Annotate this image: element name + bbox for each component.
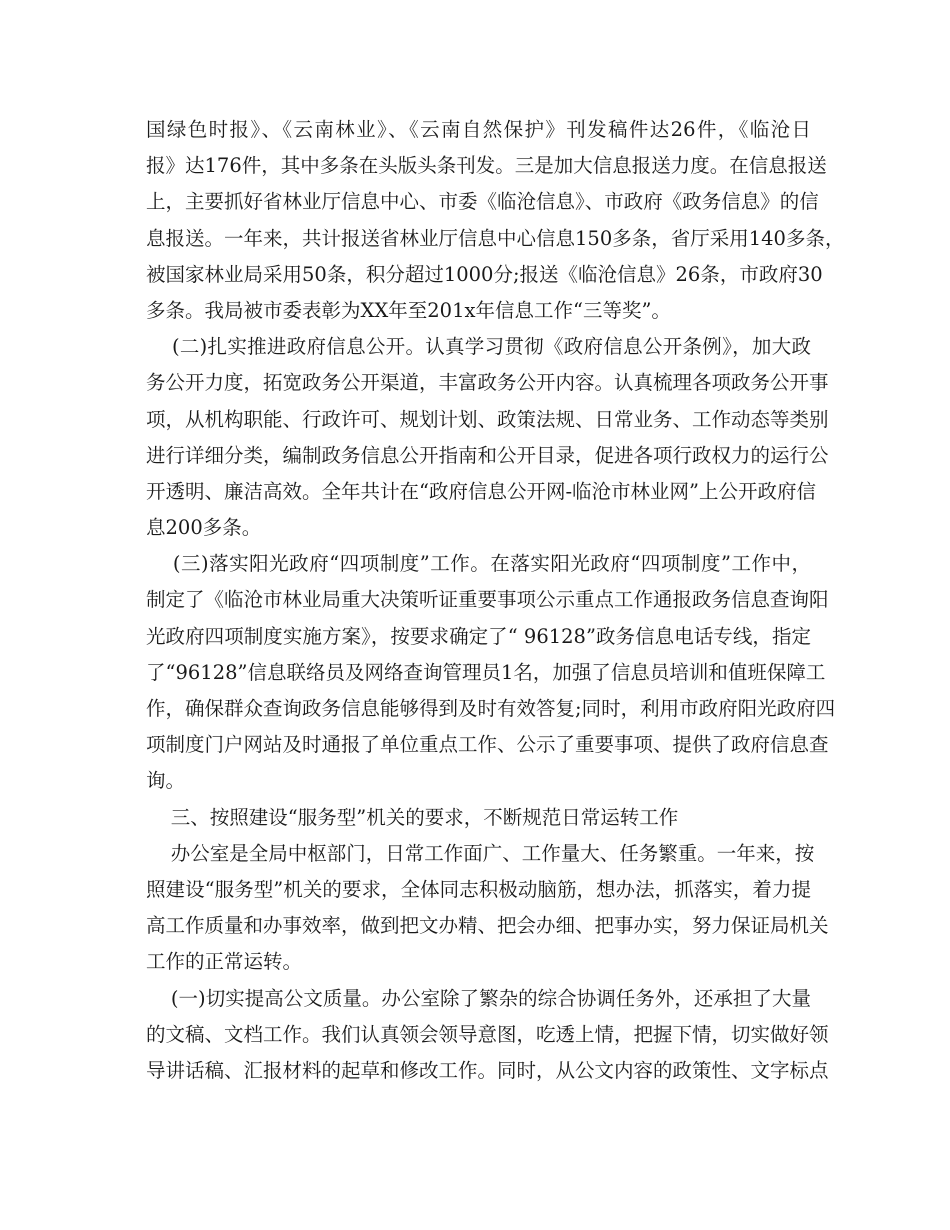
text-line: 照建设“服务型”机关的要求，全体同志积极动脑筋，想办法，抓落实，着力提 [146,877,811,901]
text-line: 国绿色时报》、《云南林业》、《云南自然保护》刊发稿件达26件，《临沧日 [146,118,811,141]
text-line: 了“96128”信息联络员及网络查询管理员1名，加强了信息员培训和值班保障工 [146,660,826,684]
text-line: 多条。我局被市委表彰为XX年至201x年信息工作“三等奖”。 [146,298,671,322]
text-line: 息报送。一年来，共计报送省林业厅信息中心信息150多条，省厅采用140多条， [146,226,845,250]
text-line: 三、按照建设“服务型”机关的要求，不断规范日常运转工作 [146,805,679,829]
text-line: 的文稿、文档工作。我们认真领会领导意图，吃透上情，把握下情，切实做好领 [146,1022,829,1046]
text-line: 被国家林业局采用50条，积分超过1000分;报送《临沧信息》26条，市政府30 [146,262,823,286]
text-line: 询。 [146,769,186,793]
text-line: 项，从机构职能、行政许可、规划计划、政策法规、日常业务、工作动态等类别 [146,407,829,431]
text-line: 制定了《临沧市林业局重大决策听证重要事项公示重点工作通报政务信息查询阳 [146,588,829,612]
text-line: 作，确保群众查询政务信息能够得到及时有效答复;同时，利用市政府阳光政府四 [146,697,836,720]
text-line: 光政府四项制度实施方案》，按要求确定了“ 96128”政务信息电话专线，指定 [146,624,811,648]
text-line: 开透明、廉洁高效。全年共计在“政府信息公开网-临沧市林业网”上公开政府信 [146,479,817,503]
text-line: 导讲话稿、汇报材料的起草和修改工作。同时，从公文内容的政策性、文字标点 [146,1058,829,1082]
text-line: 务公开力度，拓宽政务公开渠道，丰富政务公开内容。认真梳理各项政务公开事 [146,371,829,395]
text-line: (一)切实提高公文质量。办公室除了繁杂的综合协调任务外，还承担了大量 [146,986,811,1010]
text-line: (三)落实阳光政府“四项制度”工作。在落实阳光政府“四项制度”工作中， [146,552,811,576]
text-line: 上，主要抓好省林业厅信息中心、市委《临沧信息》、市政府《政务信息》的信 [146,190,819,214]
text-line: (二)扎实推进政府信息公开。认真学习贯彻《政府信息公开条例》，加大政 [146,335,811,359]
text-line: 工作的正常运转。 [146,950,303,974]
text-line: 报》达176件，其中多条在头版头条刊发。三是加大信息报送力度。在信息报送 [146,154,827,178]
text-line: 项制度门户网站及时通报了单位重点工作、公示了重要事项、提供了政府信息查 [146,733,829,757]
text-line: 进行详细分类，编制政务信息公开指南和公开目录，促进各项行政权力的运行公 [146,443,829,467]
text-line: 高工作质量和办事效率，做到把文办精、把会办细、把事办实，努力保证局机关 [146,914,829,938]
text-line: 办公室是全局中枢部门，日常工作面广、工作量大、任务繁重。一年来，按 [146,841,815,865]
document-body [146,112,845,1089]
text-line: 息200多条。 [146,516,262,540]
